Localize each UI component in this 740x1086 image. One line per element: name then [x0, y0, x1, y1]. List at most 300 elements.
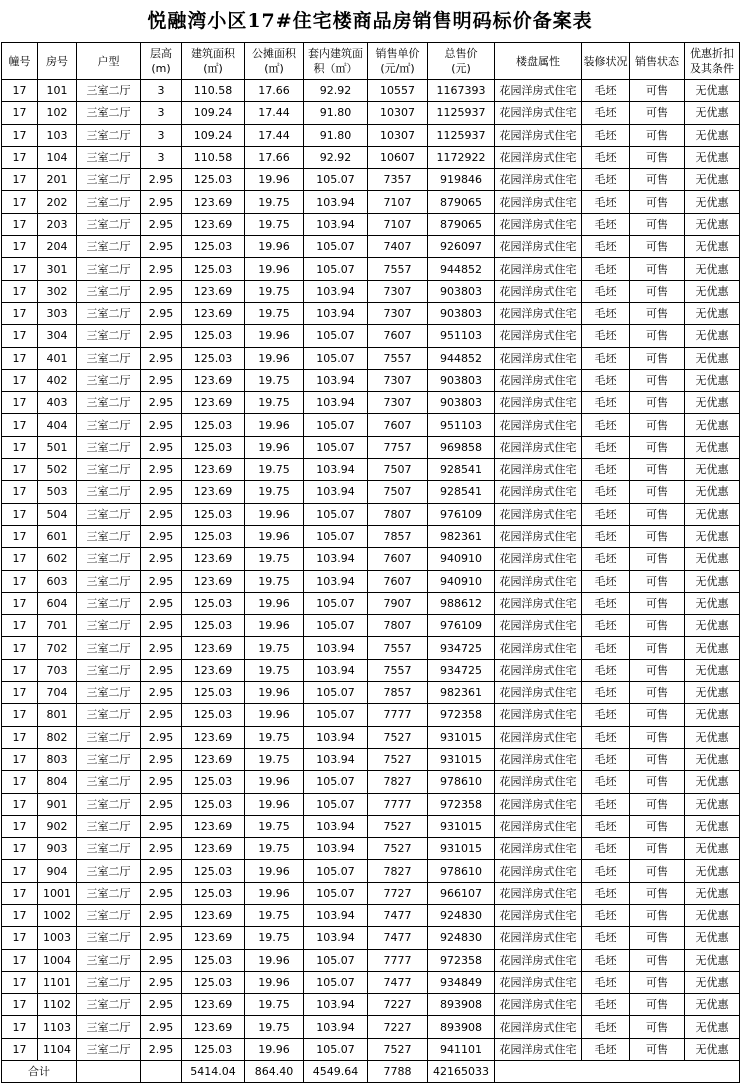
discount-terms-cell: 无优惠 — [685, 280, 740, 302]
property-type-cell: 花园洋房式住宅 — [495, 1016, 582, 1038]
inner-area-cell: 105.07 — [304, 347, 368, 369]
building-no-cell: 17 — [2, 860, 38, 882]
inner-area-cell: 92.92 — [304, 80, 368, 102]
room-no-cell: 1101 — [38, 971, 77, 993]
shared-area-cell: 19.75 — [245, 302, 304, 324]
room-no-cell: 604 — [38, 592, 77, 614]
building-no-cell: 17 — [2, 146, 38, 168]
building-area-cell: 123.69 — [182, 838, 245, 860]
inner-area-cell: 103.94 — [304, 994, 368, 1016]
decoration-status-cell: 毛坯 — [582, 236, 630, 258]
building-area-cell: 125.03 — [182, 793, 245, 815]
building-no-cell: 17 — [2, 748, 38, 770]
unit-price-cell: 10307 — [368, 124, 428, 146]
floor-height-cell: 2.95 — [141, 592, 182, 614]
table-row — [2, 481, 740, 503]
discount-terms-cell: 无优惠 — [685, 815, 740, 837]
unit-type-cell: 三室二厅 — [77, 347, 141, 369]
discount-terms-cell: 无优惠 — [685, 481, 740, 503]
sale-status-cell: 可售 — [630, 904, 685, 926]
floor-height-cell: 2.95 — [141, 525, 182, 547]
inner-area-cell: 103.94 — [304, 570, 368, 592]
unit-type-cell: 三室二厅 — [77, 949, 141, 971]
building-no-cell: 17 — [2, 369, 38, 391]
sale-status-cell: 可售 — [630, 793, 685, 815]
decoration-status-cell: 毛坯 — [582, 682, 630, 704]
inner-area-cell: 103.94 — [304, 369, 368, 391]
building-no-cell: 17 — [2, 392, 38, 414]
floor-height-cell: 2.95 — [141, 637, 182, 659]
shared-area-cell: 19.96 — [245, 704, 304, 726]
inner-area-cell: 105.07 — [304, 949, 368, 971]
discount-terms-cell: 无优惠 — [685, 369, 740, 391]
unit-price-cell: 7527 — [368, 726, 428, 748]
col-header: 建筑面积 (㎡) — [182, 43, 245, 80]
discount-terms-cell: 无优惠 — [685, 860, 740, 882]
property-type-cell: 花园洋房式住宅 — [495, 994, 582, 1016]
unit-price-cell: 7307 — [368, 392, 428, 414]
building-no-cell: 17 — [2, 258, 38, 280]
table-row — [2, 771, 740, 793]
unit-type-cell: 三室二厅 — [77, 280, 141, 302]
unit-price-cell: 7757 — [368, 436, 428, 458]
property-type-cell: 花园洋房式住宅 — [495, 392, 582, 414]
total-price-cell: 903803 — [428, 280, 495, 302]
property-type-cell: 花园洋房式住宅 — [495, 414, 582, 436]
unit-price-cell: 10557 — [368, 80, 428, 102]
sale-status-cell: 可售 — [630, 392, 685, 414]
inner-area-cell: 105.07 — [304, 325, 368, 347]
table-row — [2, 548, 740, 570]
building-no-cell: 17 — [2, 592, 38, 614]
unit-type-cell: 三室二厅 — [77, 481, 141, 503]
decoration-status-cell: 毛坯 — [582, 704, 630, 726]
unit-price-cell: 7307 — [368, 302, 428, 324]
room-no-cell: 802 — [38, 726, 77, 748]
building-area-cell: 125.03 — [182, 882, 245, 904]
sale-status-cell: 可售 — [630, 949, 685, 971]
totals-label: 合计 — [2, 1061, 77, 1083]
building-no-cell: 17 — [2, 325, 38, 347]
unit-type-cell: 三室二厅 — [77, 682, 141, 704]
building-area-cell: 123.69 — [182, 213, 245, 235]
table-row — [2, 637, 740, 659]
property-type-cell: 花园洋房式住宅 — [495, 704, 582, 726]
total-price-cell: 972358 — [428, 704, 495, 726]
shared-area-cell: 19.96 — [245, 771, 304, 793]
property-type-cell: 花园洋房式住宅 — [495, 592, 582, 614]
building-area-cell: 109.24 — [182, 102, 245, 124]
floor-height-cell: 2.95 — [141, 436, 182, 458]
inner-area-cell: 103.94 — [304, 392, 368, 414]
discount-terms-cell: 无优惠 — [685, 236, 740, 258]
unit-price-cell: 7807 — [368, 503, 428, 525]
unit-price-cell: 7827 — [368, 860, 428, 882]
discount-terms-cell: 无优惠 — [685, 1038, 740, 1060]
table-row — [2, 949, 740, 971]
inner-area-cell: 103.94 — [304, 815, 368, 837]
room-no-cell: 901 — [38, 793, 77, 815]
table-row — [2, 971, 740, 993]
sale-status-cell: 可售 — [630, 436, 685, 458]
sale-status-cell: 可售 — [630, 994, 685, 1016]
shared-area-cell: 19.75 — [245, 570, 304, 592]
decoration-status-cell: 毛坯 — [582, 904, 630, 926]
unit-price-cell: 7777 — [368, 793, 428, 815]
unit-type-cell: 三室二厅 — [77, 1016, 141, 1038]
sale-status-cell: 可售 — [630, 971, 685, 993]
sale-status-cell: 可售 — [630, 771, 685, 793]
decoration-status-cell: 毛坯 — [582, 481, 630, 503]
shared-area-cell: 19.96 — [245, 236, 304, 258]
table-row — [2, 860, 740, 882]
unit-type-cell: 三室二厅 — [77, 927, 141, 949]
room-no-cell: 903 — [38, 838, 77, 860]
inner-area-cell: 103.94 — [304, 302, 368, 324]
table-row — [2, 793, 740, 815]
floor-height-cell: 3 — [141, 124, 182, 146]
table-row — [2, 682, 740, 704]
shared-area-cell: 19.75 — [245, 213, 304, 235]
discount-terms-cell: 无优惠 — [685, 414, 740, 436]
building-no-cell: 17 — [2, 414, 38, 436]
building-area-cell: 125.03 — [182, 414, 245, 436]
inner-area-cell: 105.07 — [304, 414, 368, 436]
shared-area-cell: 19.96 — [245, 258, 304, 280]
total-price-cell: 1125937 — [428, 102, 495, 124]
table-row — [2, 258, 740, 280]
room-no-cell: 1003 — [38, 927, 77, 949]
total-price-cell: 976109 — [428, 503, 495, 525]
page-title: 悦融湾小区17#住宅楼商品房销售明码标价备案表 — [147, 10, 593, 32]
sale-status-cell: 可售 — [630, 882, 685, 904]
unit-price-cell: 7477 — [368, 904, 428, 926]
room-no-cell: 403 — [38, 392, 77, 414]
col-header: 套内建筑面 积（㎡） — [304, 43, 368, 80]
building-area-cell: 123.69 — [182, 927, 245, 949]
room-no-cell: 104 — [38, 146, 77, 168]
total-price-cell: 1125937 — [428, 124, 495, 146]
decoration-status-cell: 毛坯 — [582, 771, 630, 793]
shared-area-cell: 19.96 — [245, 414, 304, 436]
inner-area-cell: 103.94 — [304, 280, 368, 302]
shared-area-cell: 19.96 — [245, 949, 304, 971]
property-type-cell: 花园洋房式住宅 — [495, 971, 582, 993]
discount-terms-cell: 无优惠 — [685, 503, 740, 525]
sale-status-cell: 可售 — [630, 347, 685, 369]
property-type-cell: 花园洋房式住宅 — [495, 347, 582, 369]
property-type-cell: 花园洋房式住宅 — [495, 682, 582, 704]
room-no-cell: 904 — [38, 860, 77, 882]
average-unit-price: 7788 — [368, 1061, 428, 1083]
building-area-cell: 123.69 — [182, 637, 245, 659]
table-body — [2, 80, 740, 1061]
table-row — [2, 838, 740, 860]
inner-area-cell: 105.07 — [304, 436, 368, 458]
unit-type-cell: 三室二厅 — [77, 615, 141, 637]
floor-height-cell: 2.95 — [141, 971, 182, 993]
building-area-cell: 123.69 — [182, 481, 245, 503]
sale-status-cell: 可售 — [630, 682, 685, 704]
inner-area-cell: 105.07 — [304, 592, 368, 614]
sale-status-cell: 可售 — [630, 1016, 685, 1038]
decoration-status-cell: 毛坯 — [582, 971, 630, 993]
inner-area-cell: 105.07 — [304, 971, 368, 993]
room-no-cell: 1004 — [38, 949, 77, 971]
table-row — [2, 325, 740, 347]
building-area-cell: 123.69 — [182, 548, 245, 570]
sale-status-cell: 可售 — [630, 414, 685, 436]
building-no-cell: 17 — [2, 459, 38, 481]
total-building-area: 5414.04 — [182, 1061, 245, 1083]
table-row — [2, 459, 740, 481]
building-no-cell: 17 — [2, 213, 38, 235]
discount-terms-cell: 无优惠 — [685, 102, 740, 124]
shared-area-cell: 19.75 — [245, 459, 304, 481]
property-type-cell: 花园洋房式住宅 — [495, 748, 582, 770]
decoration-status-cell: 毛坯 — [582, 838, 630, 860]
room-no-cell: 602 — [38, 548, 77, 570]
building-area-cell: 123.69 — [182, 904, 245, 926]
building-area-cell: 125.03 — [182, 615, 245, 637]
room-no-cell: 202 — [38, 191, 77, 213]
decoration-status-cell: 毛坯 — [582, 615, 630, 637]
inner-area-cell: 91.80 — [304, 102, 368, 124]
table-row — [2, 146, 740, 168]
property-type-cell: 花园洋房式住宅 — [495, 838, 582, 860]
decoration-status-cell: 毛坯 — [582, 169, 630, 191]
shared-area-cell: 19.75 — [245, 904, 304, 926]
total-price-cell: 966107 — [428, 882, 495, 904]
sale-status-cell: 可售 — [630, 236, 685, 258]
room-no-cell: 401 — [38, 347, 77, 369]
floor-height-cell: 2.95 — [141, 481, 182, 503]
col-header: 层高 (m) — [141, 43, 182, 80]
floor-height-cell: 2.95 — [141, 325, 182, 347]
shared-area-cell: 17.66 — [245, 146, 304, 168]
table-row — [2, 236, 740, 258]
building-no-cell: 17 — [2, 548, 38, 570]
col-header: 房号 — [38, 43, 77, 80]
decoration-status-cell: 毛坯 — [582, 80, 630, 102]
floor-height-cell: 2.95 — [141, 927, 182, 949]
building-no-cell: 17 — [2, 570, 38, 592]
room-no-cell: 701 — [38, 615, 77, 637]
decoration-status-cell: 毛坯 — [582, 994, 630, 1016]
sale-status-cell: 可售 — [630, 927, 685, 949]
unit-type-cell: 三室二厅 — [77, 503, 141, 525]
decoration-status-cell: 毛坯 — [582, 548, 630, 570]
building-no-cell: 17 — [2, 882, 38, 904]
discount-terms-cell: 无优惠 — [685, 392, 740, 414]
inner-area-cell: 92.92 — [304, 146, 368, 168]
table-row — [2, 570, 740, 592]
decoration-status-cell: 毛坯 — [582, 726, 630, 748]
shared-area-cell: 19.96 — [245, 347, 304, 369]
inner-area-cell: 103.94 — [304, 213, 368, 235]
floor-height-cell: 2.95 — [141, 860, 182, 882]
unit-price-cell: 7107 — [368, 213, 428, 235]
total-price-cell: 944852 — [428, 347, 495, 369]
inner-area-cell: 105.07 — [304, 258, 368, 280]
table-row — [2, 726, 740, 748]
unit-type-cell: 三室二厅 — [77, 771, 141, 793]
decoration-status-cell: 毛坯 — [582, 570, 630, 592]
sale-status-cell: 可售 — [630, 838, 685, 860]
table-row — [2, 659, 740, 681]
total-price-cell: 978610 — [428, 771, 495, 793]
floor-height-cell: 2.95 — [141, 280, 182, 302]
building-no-cell: 17 — [2, 191, 38, 213]
total-price-cell: 919846 — [428, 169, 495, 191]
sale-status-cell: 可售 — [630, 726, 685, 748]
unit-price-cell: 7607 — [368, 414, 428, 436]
inner-area-cell: 105.07 — [304, 860, 368, 882]
building-area-cell: 123.69 — [182, 815, 245, 837]
building-no-cell: 17 — [2, 682, 38, 704]
building-area-cell: 123.69 — [182, 994, 245, 1016]
sale-status-cell: 可售 — [630, 548, 685, 570]
shared-area-cell: 17.44 — [245, 102, 304, 124]
table-row — [2, 302, 740, 324]
total-shared-area: 864.40 — [245, 1061, 304, 1083]
building-no-cell: 17 — [2, 236, 38, 258]
unit-type-cell: 三室二厅 — [77, 213, 141, 235]
floor-height-cell: 2.95 — [141, 169, 182, 191]
inner-area-cell: 103.94 — [304, 637, 368, 659]
inner-area-cell: 103.94 — [304, 904, 368, 926]
unit-type-cell: 三室二厅 — [77, 882, 141, 904]
building-no-cell: 17 — [2, 503, 38, 525]
unit-price-cell: 7307 — [368, 280, 428, 302]
decoration-status-cell: 毛坯 — [582, 213, 630, 235]
shared-area-cell: 19.96 — [245, 1038, 304, 1060]
discount-terms-cell: 无优惠 — [685, 169, 740, 191]
property-type-cell: 花园洋房式住宅 — [495, 570, 582, 592]
table-row — [2, 347, 740, 369]
building-area-cell: 123.69 — [182, 302, 245, 324]
room-no-cell: 1102 — [38, 994, 77, 1016]
total-price-cell: 972358 — [428, 793, 495, 815]
decoration-status-cell: 毛坯 — [582, 949, 630, 971]
total-price-cell: 934725 — [428, 659, 495, 681]
unit-price-cell: 10607 — [368, 146, 428, 168]
sale-status-cell: 可售 — [630, 280, 685, 302]
room-no-cell: 801 — [38, 704, 77, 726]
sale-status-cell: 可售 — [630, 258, 685, 280]
unit-type-cell: 三室二厅 — [77, 971, 141, 993]
floor-height-cell: 2.95 — [141, 748, 182, 770]
total-price-cell: 988612 — [428, 592, 495, 614]
sale-status-cell: 可售 — [630, 481, 685, 503]
discount-terms-cell: 无优惠 — [685, 1016, 740, 1038]
building-no-cell: 17 — [2, 1038, 38, 1060]
col-header: 总售价 (元) — [428, 43, 495, 80]
unit-price-cell: 7527 — [368, 748, 428, 770]
sale-status-cell: 可售 — [630, 191, 685, 213]
property-type-cell: 花园洋房式住宅 — [495, 459, 582, 481]
room-no-cell: 1104 — [38, 1038, 77, 1060]
shared-area-cell: 19.75 — [245, 548, 304, 570]
inner-area-cell: 103.94 — [304, 191, 368, 213]
total-price-cell: 926097 — [428, 236, 495, 258]
table-row — [2, 369, 740, 391]
col-header: 销售状态 — [630, 43, 685, 80]
shared-area-cell: 19.96 — [245, 882, 304, 904]
unit-type-cell: 三室二厅 — [77, 302, 141, 324]
property-type-cell: 花园洋房式住宅 — [495, 80, 582, 102]
discount-terms-cell: 无优惠 — [685, 615, 740, 637]
total-inner-area: 4549.64 — [304, 1061, 368, 1083]
total-price-cell: 976109 — [428, 615, 495, 637]
building-area-cell: 125.03 — [182, 436, 245, 458]
total-price-cell: 1172922 — [428, 146, 495, 168]
unit-type-cell: 三室二厅 — [77, 169, 141, 191]
building-no-cell: 17 — [2, 704, 38, 726]
shared-area-cell: 19.96 — [245, 682, 304, 704]
decoration-status-cell: 毛坯 — [582, 927, 630, 949]
discount-terms-cell: 无优惠 — [685, 302, 740, 324]
table-row — [2, 503, 740, 525]
unit-price-cell: 7827 — [368, 771, 428, 793]
unit-price-cell: 7307 — [368, 369, 428, 391]
table-row — [2, 592, 740, 614]
building-no-cell: 17 — [2, 994, 38, 1016]
property-type-cell: 花园洋房式住宅 — [495, 637, 582, 659]
shared-area-cell: 19.96 — [245, 592, 304, 614]
sale-status-cell: 可售 — [630, 659, 685, 681]
unit-price-cell: 7557 — [368, 659, 428, 681]
unit-price-cell: 7557 — [368, 637, 428, 659]
building-area-cell: 125.03 — [182, 704, 245, 726]
decoration-status-cell: 毛坯 — [582, 637, 630, 659]
inner-area-cell: 105.07 — [304, 615, 368, 637]
inner-area-cell: 105.07 — [304, 525, 368, 547]
discount-terms-cell: 无优惠 — [685, 213, 740, 235]
unit-type-cell: 三室二厅 — [77, 258, 141, 280]
sale-status-cell: 可售 — [630, 213, 685, 235]
col-header: 幢号 — [2, 43, 38, 80]
unit-type-cell: 三室二厅 — [77, 637, 141, 659]
discount-terms-cell: 无优惠 — [685, 793, 740, 815]
room-no-cell: 204 — [38, 236, 77, 258]
discount-terms-cell: 无优惠 — [685, 80, 740, 102]
unit-type-cell: 三室二厅 — [77, 146, 141, 168]
property-type-cell: 花园洋房式住宅 — [495, 481, 582, 503]
total-price-cell: 924830 — [428, 927, 495, 949]
inner-area-cell: 105.07 — [304, 1038, 368, 1060]
property-type-cell: 花园洋房式住宅 — [495, 815, 582, 837]
unit-type-cell: 三室二厅 — [77, 793, 141, 815]
building-area-cell: 123.69 — [182, 748, 245, 770]
unit-price-cell: 7777 — [368, 704, 428, 726]
building-no-cell: 17 — [2, 659, 38, 681]
sale-status-cell: 可售 — [630, 525, 685, 547]
total-price-cell: 978610 — [428, 860, 495, 882]
table-row — [2, 392, 740, 414]
col-header: 装修状况 — [582, 43, 630, 80]
table-row — [2, 213, 740, 235]
table-row — [2, 191, 740, 213]
unit-type-cell: 三室二厅 — [77, 1038, 141, 1060]
property-type-cell: 花园洋房式住宅 — [495, 659, 582, 681]
sale-status-cell: 可售 — [630, 102, 685, 124]
sale-status-cell: 可售 — [630, 815, 685, 837]
sale-status-cell: 可售 — [630, 503, 685, 525]
floor-height-cell: 2.95 — [141, 838, 182, 860]
building-no-cell: 17 — [2, 949, 38, 971]
discount-terms-cell: 无优惠 — [685, 325, 740, 347]
